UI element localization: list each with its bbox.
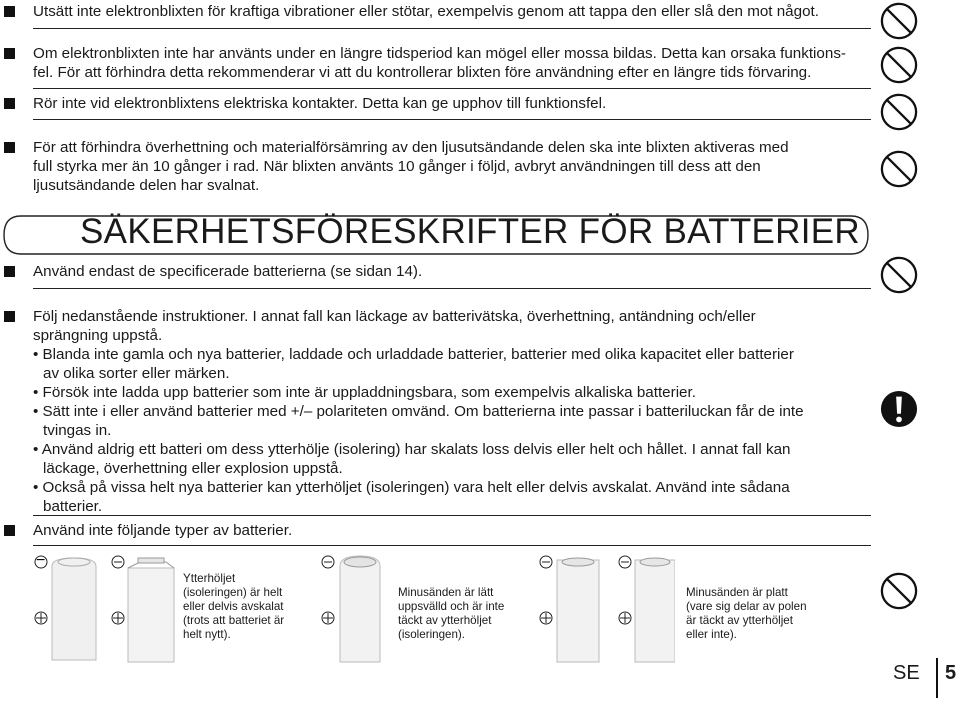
caption-swollen — [398, 586, 504, 642]
battery-item-2-line-2: sprängning uppstå. — [33, 327, 163, 344]
caption-line: täckt av ytterhöljet — [398, 614, 492, 627]
section-title: SÄKERHETSFÖRESKRIFTER FÖR BATTERIER — [80, 212, 860, 251]
divider — [33, 515, 871, 516]
caption-peeled — [183, 572, 284, 642]
caption-line: Minusänden är lätt — [398, 586, 494, 599]
item-4-line-2: full styrka mer än 10 gånger i rad. När blixten använts 10 gånger i följd, avbryt användningen till dess att den — [33, 158, 761, 175]
caption-line: eller inte). — [686, 628, 737, 641]
caption-line: är täckt av ytterhöljet — [686, 614, 793, 627]
divider — [33, 28, 871, 29]
prohibition-icon — [880, 150, 918, 188]
battery-flat-illustration — [535, 552, 675, 664]
sub-bullet-5-line-2: batterier. — [43, 498, 103, 515]
prohibition-icon — [880, 572, 918, 610]
bullet-square — [4, 311, 15, 322]
item-1-text: Utsätt inte elektronblixten för kraftiga vibrationer eller stötar, exempelvis genom att tappa den eller slå den mot något. — [33, 3, 819, 20]
bullet-square — [4, 98, 15, 109]
sub-bullet-1-line-1: • Blanda inte gamla och nya batterier, laddade och urladdade batterier, batterier med olika kapacitet eller batterier — [33, 346, 794, 363]
caption-line: (isoleringen) är helt — [183, 586, 283, 599]
item-3-text: Rör inte vid elektronblixtens elektriska kontakter. Detta kan ge upphov till funktionsfel. — [33, 95, 607, 112]
bullet-square — [4, 525, 15, 536]
sub-bullet-5-line-1: • Också på vissa helt nya batterier kan ytterhöljet (isoleringen) vara helt eller delvis avskalat. Använd inte sådana — [33, 479, 790, 496]
caption-line: Minusänden är platt — [686, 586, 788, 599]
divider — [33, 288, 871, 289]
bullet-square — [4, 48, 15, 59]
item-2-line-1: Om elektronblixten inte har använts under en längre tidsperiod kan mögel eller mossa bildas. Detta kan orsaka funktions- — [33, 45, 846, 62]
battery-item-1-text: Använd endast de specificerade batterierna (se sidan 14). — [33, 263, 423, 280]
caption-line: uppsvälld och är inte — [398, 600, 505, 613]
caption-line: eller delvis avskalat — [183, 600, 284, 613]
caption-line: (isoleringen). — [398, 628, 466, 641]
prohibition-icon — [880, 2, 918, 40]
sub-bullet-2: • Försök inte ladda upp batterier som inte är uppladdningsbara, som exempelvis alkaliska batterier. — [33, 384, 696, 401]
caption-line: helt nytt). — [183, 628, 231, 641]
page-number: 5 — [945, 662, 957, 684]
footer-divider — [936, 658, 938, 698]
minus-sign: − — [36, 552, 46, 569]
sub-bullet-3-line-1: • Sätt inte i eller använd batterier med +/– polariteten omvänd. Om batterierna inte passar i batteriluckan får de inte — [33, 403, 804, 420]
sub-bullet-4-line-1: • Använd aldrig ett batteri om dess ytterhölje (isolering) har skalats loss delvis eller helt och hållet. I annat fall kan — [33, 441, 791, 458]
divider — [33, 545, 871, 546]
battery-swollen-illustration — [312, 552, 384, 664]
item-4-line-3: ljusutsändande delen har svalnat. — [33, 177, 260, 194]
caption-line: Ytterhöljet — [183, 572, 236, 585]
bullet-square — [4, 142, 15, 153]
prohibition-icon — [880, 46, 918, 84]
prohibition-icon — [880, 256, 918, 294]
sub-bullet-4-line-2: läckage, överhettning eller explosion uppstå. — [43, 460, 343, 477]
prohibition-icon — [880, 93, 918, 131]
language-code: SE — [893, 662, 920, 684]
bullet-square — [4, 6, 15, 17]
sub-bullet-1-line-2: av olika sorter eller märken. — [43, 365, 230, 382]
divider — [33, 119, 871, 120]
bullet-square — [4, 266, 15, 277]
caption-line: (trots att batteriet är — [183, 614, 285, 627]
caption-flat — [686, 586, 807, 642]
exclamation-warning-icon — [880, 390, 918, 428]
battery-peeled-illustration — [30, 552, 175, 664]
item-4-line-1: För att förhindra överhettning och materialförsämring av den ljusutsändande delen ska inte blixten aktiveras med — [33, 139, 789, 156]
sub-bullet-3-line-2: tvingas in. — [43, 422, 112, 439]
divider — [33, 88, 871, 89]
battery-item-3-text: Använd inte följande typer av batterier. — [33, 522, 293, 539]
battery-item-2-line-1: Följ nedanstående instruktioner. I annat fall kan läckage av batterivätska, överhettning, antändning och/eller — [33, 308, 756, 325]
item-2-line-2: fel. För att förhindra detta rekommenderar vi att du kontrollerar blixten före användning efter en längre tids förvaring. — [33, 64, 812, 81]
caption-line: (vare sig delar av polen — [686, 600, 807, 613]
